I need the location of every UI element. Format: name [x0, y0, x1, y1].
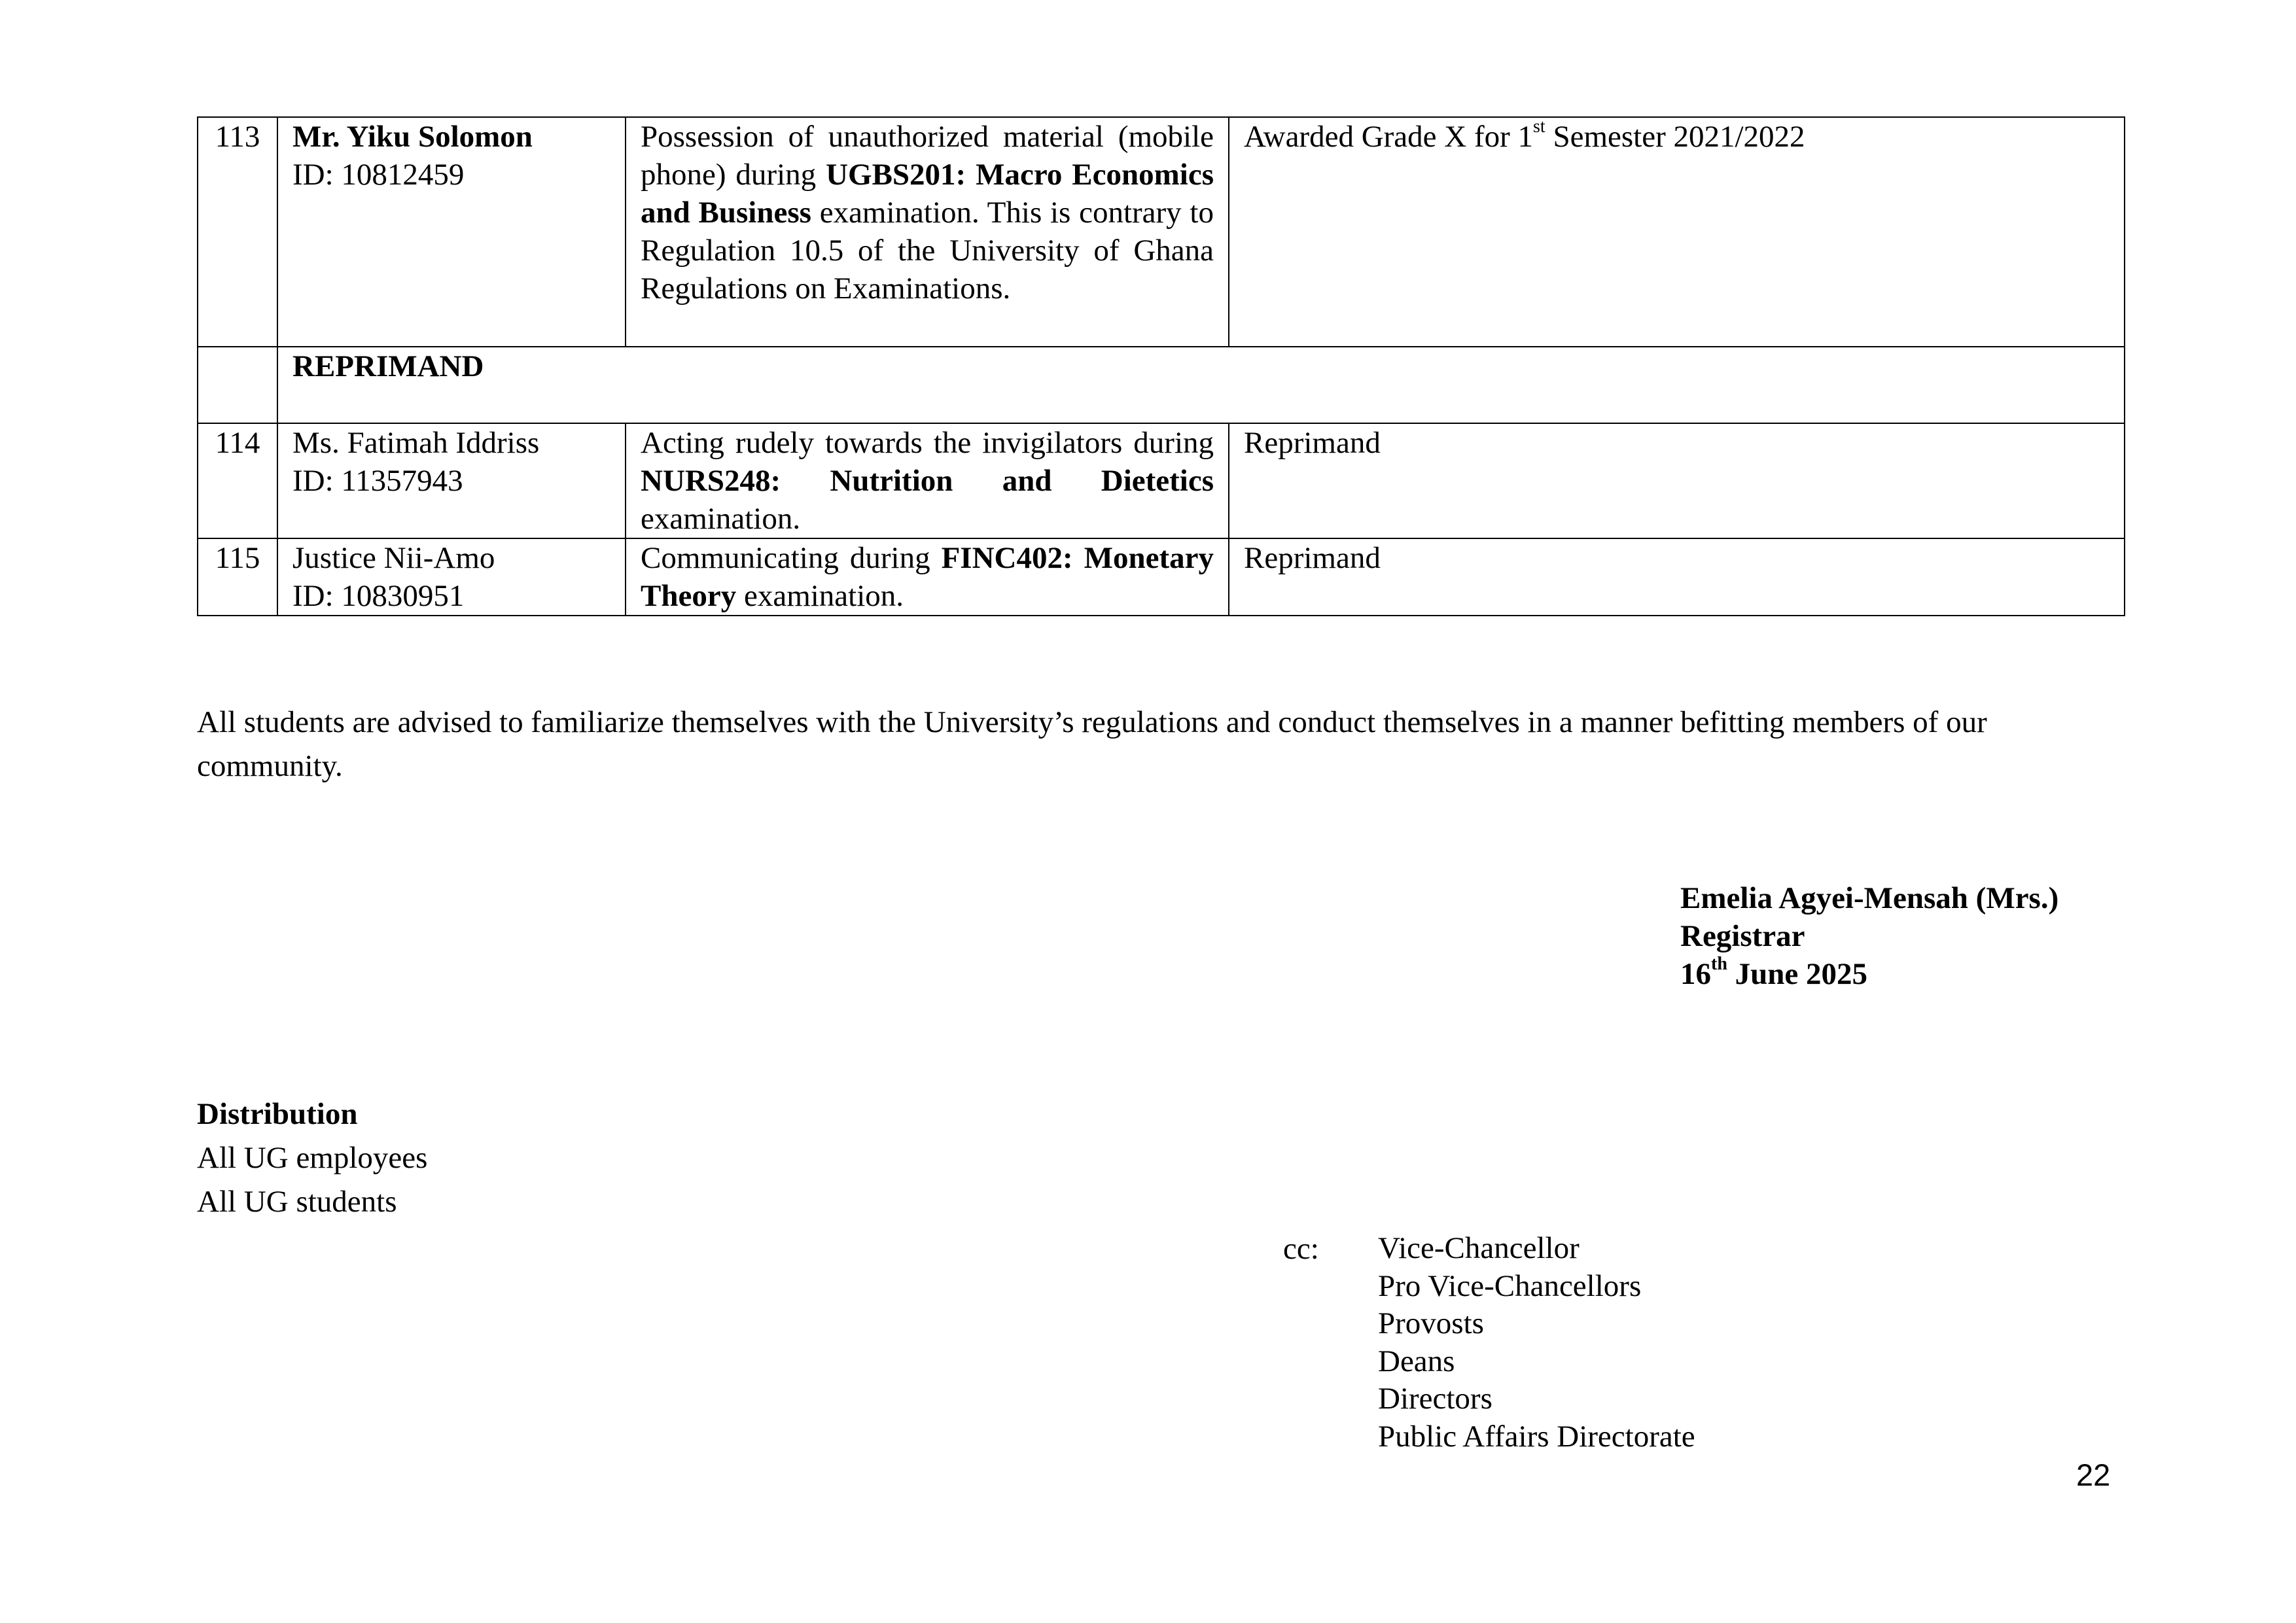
advice-paragraph: All students are advised to familiarize themselves with the University’s regulations and conduct themselves in a manner befitting members of our community.	[197, 705, 1987, 783]
student-cell	[277, 538, 626, 616]
distribution-item: All UG students	[197, 1185, 397, 1219]
cc-item: Provosts	[1378, 1306, 1484, 1340]
sanction-text: Semester 2021/2022	[1545, 120, 1805, 154]
offence-text: examination.	[641, 502, 801, 536]
row-number: 113	[198, 117, 277, 347]
student-name: Justice Nii-Amo	[292, 541, 495, 575]
student-id: ID: 11357943	[292, 464, 463, 498]
date-rest: June 2025	[1727, 957, 1868, 991]
date-day: 16	[1680, 957, 1711, 991]
sanction-cell: Reprimand	[1229, 538, 2125, 616]
cc-label: cc:	[1283, 1232, 1319, 1266]
table-row	[198, 117, 2125, 347]
student-name: Mr. Yiku Solomon	[292, 120, 533, 154]
table-row	[198, 538, 2125, 616]
signature-block	[1680, 879, 2058, 993]
student-cell	[277, 117, 626, 347]
empty-cell	[198, 347, 277, 423]
offence-cell	[626, 423, 1229, 538]
cc-list	[1378, 1230, 1695, 1456]
offence-text: Acting rudely towards the invigilators during	[641, 426, 1214, 460]
signature-date	[1680, 955, 2058, 993]
sanction-cell	[1229, 117, 2125, 347]
sanction-text: Awarded Grade X for 1	[1244, 120, 1534, 154]
cc-item: Directors	[1378, 1382, 1492, 1416]
section-heading: REPRIMAND	[277, 347, 2125, 423]
course-name: NURS248: Nutrition and Dietetics	[641, 464, 1214, 498]
distribution-item: All UG employees	[197, 1141, 428, 1175]
page-number: 22	[2076, 1457, 2111, 1492]
table-row	[198, 423, 2125, 538]
student-name: Ms. Fatimah Iddriss	[292, 426, 540, 460]
cc-item: Pro Vice-Chancellors	[1378, 1268, 1642, 1303]
offence-cell	[626, 117, 1229, 347]
distribution-heading: Distribution	[197, 1097, 358, 1131]
sanction-cell: Reprimand	[1229, 423, 2125, 538]
course-name: FINC402: Monetary Theory	[641, 541, 1214, 613]
offence-text: examination. This is contrary to Regulation 10.5 of the University of Ghana Regulations on Examinations.	[641, 196, 1214, 305]
student-id: ID: 10830951	[292, 579, 465, 613]
disciplinary-table	[197, 116, 2125, 616]
cc-item: Public Affairs Directorate	[1378, 1419, 1695, 1454]
cc-item: Deans	[1378, 1344, 1455, 1378]
signatory-title: Registrar	[1680, 919, 1805, 953]
signatory-name: Emelia Agyei-Mensah (Mrs.)	[1680, 881, 2059, 915]
section-row	[198, 347, 2125, 423]
cc-item: Vice-Chancellor	[1378, 1231, 1580, 1265]
offence-text: examination.	[736, 579, 904, 613]
offence-text: Communicating during	[641, 541, 942, 575]
row-number: 115	[198, 538, 277, 616]
ordinal-suffix: st	[1533, 116, 1545, 137]
student-id: ID: 10812459	[292, 158, 465, 192]
course-name: UGBS201: Macro Economics and Business	[641, 158, 1214, 230]
student-cell	[277, 423, 626, 538]
offence-text: Possession of unauthorized material (mobile phone) during	[641, 120, 1214, 192]
row-number: 114	[198, 423, 277, 538]
offence-cell	[626, 538, 1229, 616]
distribution-block	[197, 1092, 427, 1224]
ordinal-suffix: th	[1711, 954, 1727, 974]
